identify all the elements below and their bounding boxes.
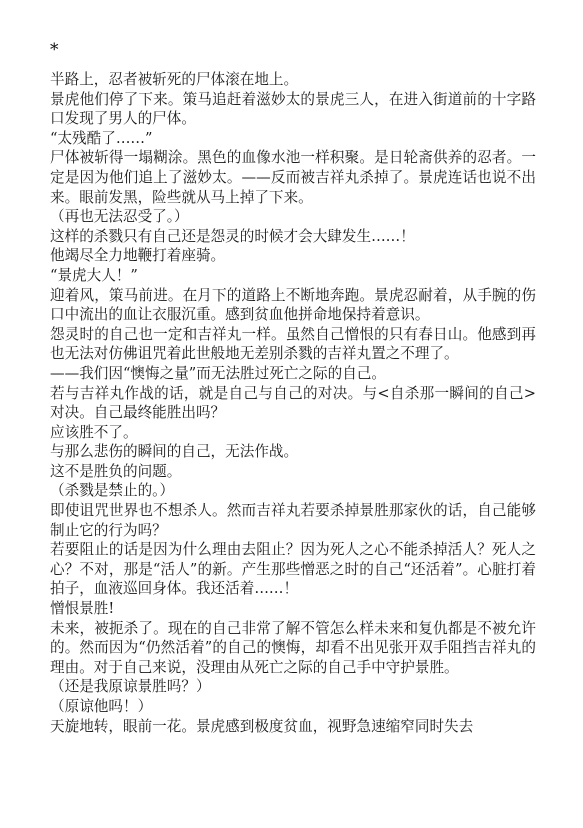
paragraph: （再也无法忍受了。） [50,208,189,226]
paragraph: 若与吉祥丸作战的话，就是自己与自己的对决。与<自杀那一瞬间的自己>对决。自己最终能胜出吗？ [50,384,536,422]
paragraph: 若要阻止的话是因为什么理由去阻止？因为死人之心不能杀掉活人？死人之心？不对，那是“活人”的新。产生那些憎恶之时的自己“还活着”。心脏打着拍子，血液巡回身体。我还活着……！ [50,541,536,598]
paragraph: “景虎大人！” [50,266,138,284]
paragraph: 他竭尽全力地鞭打着座骑。 [50,247,226,265]
paragraph: ——我们因“懊悔之量”而无法胜过死亡之际的自己。 [50,364,386,382]
paragraph: “太残酷了……” [50,129,153,147]
paragraph: 这不是胜负的问题。 [50,462,182,480]
paragraph: 怨灵时的自己也一定和吉祥丸一样。虽然自己憎恨的只有春日山。他感到再也无法对仿佛诅咒着此世般地无差别杀戮的吉祥丸置之不理了。 [50,325,536,363]
paragraph: 半路上，忍者被斩死的尸体滚在地上。 [50,71,299,88]
section-marker: * [50,40,59,60]
paragraph: （杀戮是禁止的。） [50,482,175,500]
paragraph: （还是我原谅景胜吗？） [50,678,211,696]
paragraph: 这样的杀戮只有自己还是怨灵的时候才会大肆发生……！ [50,227,415,245]
paragraph: 天旋地转，眼前一花。景虎感到极度贫血，视野急速缩窄同时失去 [50,717,474,735]
paragraph: 景虎他们停了下来。策马追赶着滋妙太的景虎三人，在进入街道前的十字路口发现了男人的尸体。 [50,90,536,128]
paragraph: 与那么悲伤的瞬间的自己，无法作战。 [50,443,299,461]
body-text [50,70,536,736]
paragraph: 尸体被斩得一塌糊涂。黑色的血像水池一样积聚。是日轮斋供养的忍者。一定是因为他们追上了滋妙太。——反而被吉祥丸杀掉了。景虎连话也说不出来。眼前发黑，险些就从马上掉了下来。 [50,149,536,206]
paragraph: （原谅他吗！） [50,698,153,715]
paragraph: 迎着风，策马前进。在月下的道路上不断地奔跑。景虎忍耐着，从手腕的伤口中流出的血让衣服沉重。感到贫血他拼命地保持着意识。 [50,286,536,324]
paragraph: 应该胜不了。 [50,423,138,441]
paragraph: 即使诅咒世界也不想杀人。然而吉祥丸若要杀掉景胜那家伙的话，自己能够制止它的行为吗？ [50,502,536,539]
paragraph: 憎恨景胜! [50,600,115,618]
paragraph: 未来，被扼杀了。现在的自己非常了解不管怎么样未来和复仇都是不被允许的。然而因为“仍然活着”的自己的懊悔，却看不出见张开双手阻挡吉祥丸的理由。对于自己来说，没理由从死亡之际的自己手中守护景胜。 [50,619,536,676]
